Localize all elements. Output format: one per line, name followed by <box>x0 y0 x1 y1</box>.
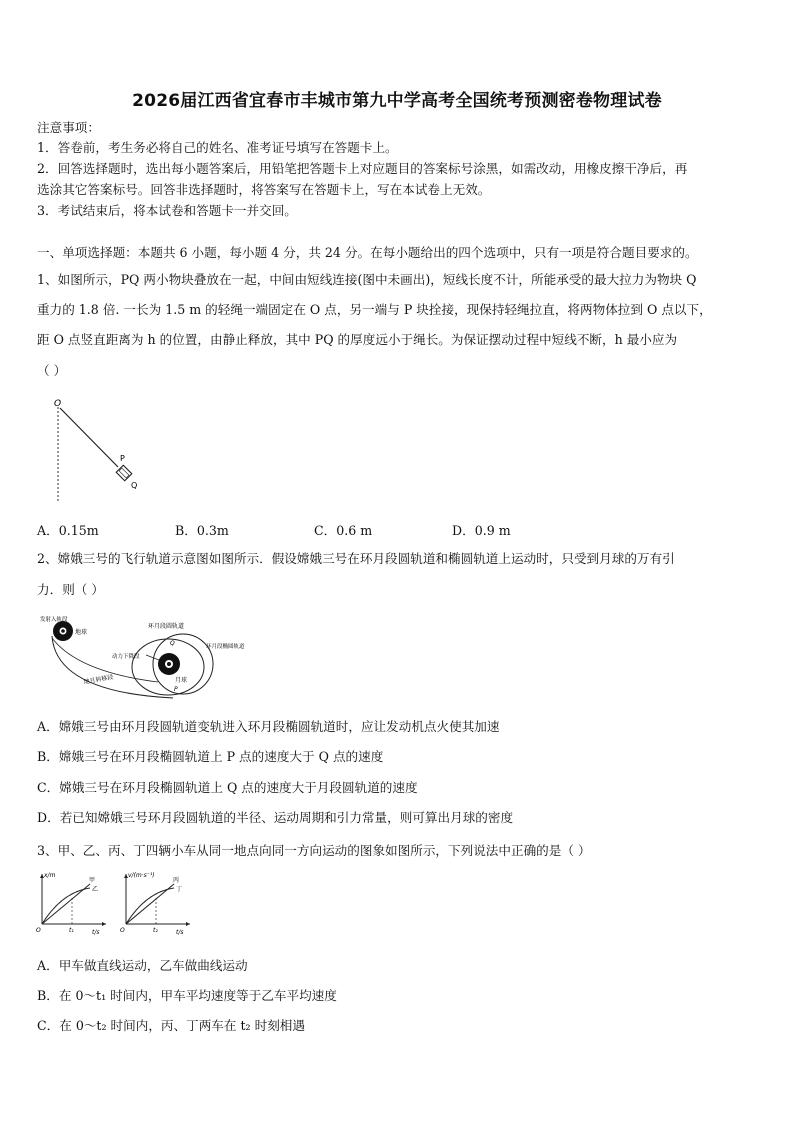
label-circle-orbit: 环月段圆轨道 <box>148 623 185 630</box>
notice-item: 2．回答选择题时，选出每小题答案后，用铅笔把答题卡上对应题目的答案标号涂黑，如需改动，用橡皮擦干净后，再 <box>37 161 688 176</box>
q2-stem-line: 力．则（ ） <box>37 582 104 597</box>
label-earth: 地球 <box>75 629 88 636</box>
q3-option-a: A．甲车做直线运动，乙车做曲线运动 <box>37 958 248 973</box>
label-q: Q <box>170 640 175 647</box>
q3-option-b: B．在 0～t₁ 时间内，甲车平均速度等于乙车平均速度 <box>37 988 337 1003</box>
section-heading: 一、单项选择题：本题共 6 小题，每小题 4 分，共 24 分。在每小题给出的四个选项中，只有一项是符合题目要求的。 <box>37 245 698 260</box>
svg-text:t/s: t/s <box>176 929 184 936</box>
q2-stem-line: 2、嫦娥三号的飞行轨道示意图如图所示．假设嫦娥三号在环月段圆轨道和椭圆轨道上运动时，只受到月球的万有引 <box>37 551 675 566</box>
svg-text:t/s: t/s <box>92 929 100 936</box>
svg-text:丁: 丁 <box>176 886 183 893</box>
svg-text:v/(m·s⁻¹): v/(m·s⁻¹) <box>128 872 155 879</box>
transfer-path <box>52 636 173 698</box>
q3-graph-xt <box>34 868 112 936</box>
notice-heading: 注意事项： <box>37 120 100 135</box>
label-moon: 月球 <box>175 677 188 684</box>
svg-text:丙: 丙 <box>173 877 180 884</box>
q2-orbit-figure <box>38 612 278 704</box>
notice-item: 1．答卷前，考生务必将自己的姓名、准考证号填写在答题卡上。 <box>37 140 398 155</box>
q2-option-b: B．嫦娥三号在环月段椭圆轨道上 P 点的速度大于 Q 点的速度 <box>37 749 384 764</box>
svg-text:O: O <box>36 927 41 934</box>
blocks-pq <box>116 465 132 481</box>
q1-answer-bracket: （ ） <box>37 363 67 378</box>
svg-text:甲: 甲 <box>89 877 96 884</box>
q1-option-c: C．0.6 m <box>314 523 373 538</box>
q1-stem-line: 1、如图所示，PQ 两小物块叠放在一起，中间由短线连接(图中未画出)，短线长度不计，所能承受的最大拉力为物块 Q <box>37 272 697 287</box>
notice-item: 3．考试结束后，将本试卷和答题卡一并交回。 <box>37 203 297 218</box>
pendulum-rope <box>60 408 118 467</box>
label-transfer: 地月转移段 <box>83 673 114 686</box>
q3-graph-vt <box>118 868 196 936</box>
svg-text:x/m: x/m <box>44 872 56 879</box>
label-o: O <box>54 399 62 409</box>
label-launch: 发射入轨段 <box>40 617 68 623</box>
q3-stem-line: 3、甲、乙、丙、丁四辆小车从同一地点向同一方向运动的图象如图所示，下列说法中正确的是（ ） <box>37 843 591 858</box>
label-powered-descent: 动力下降段 <box>112 654 140 660</box>
q2-option-c: C．嫦娥三号在环月段椭圆轨道上 Q 点的速度大于月段圆轨道的速度 <box>37 780 418 795</box>
label-ellipse-orbit: 环月段椭圆轨道 <box>206 644 245 650</box>
label-q: Q <box>131 481 138 490</box>
q1-stem-line: 重力的 1.8 倍. 一长为 1.5 m 的轻绳一端固定在 O 点，另一端与 P 块拴接，现保持轻绳拉直，将两物体拉到 O 点以下， <box>37 302 712 317</box>
svg-text:t₁: t₁ <box>69 927 74 934</box>
q2-option-d: D．若已知嫦娥三号环月段圆轨道的半径、运动周期和引力常量，则可算出月球的密度 <box>37 810 514 825</box>
q1-stem-line: 距 O 点竖直距离为 h 的位置，由静止释放，其中 PQ 的厚度远小于绳长。为保证摆动过程中短线不断，h 最小应为 <box>37 332 678 347</box>
svg-text:乙: 乙 <box>92 886 99 893</box>
q2-option-a: A．嫦娥三号由环月段圆轨道变轨进入环月段椭圆轨道时，应让发动机点火使其加速 <box>37 719 500 734</box>
label-p: P <box>174 686 178 693</box>
label-p: P <box>120 454 125 463</box>
q3-option-c: C．在 0～t₂ 时间内，丙、丁两车在 t₂ 时刻相遇 <box>37 1018 305 1033</box>
q1-option-b: B．0.3m <box>175 523 229 538</box>
notice-item: 选涂其它答案标号。回答非选择题时，将答案写在答题卡上，写在本试卷上无效。 <box>37 182 491 197</box>
svg-text:t₂: t₂ <box>153 927 158 934</box>
svg-text:O: O <box>120 927 125 934</box>
q1-pendulum-figure <box>40 395 160 505</box>
q1-option-a: A．0.15m <box>37 523 99 538</box>
page-title: 2026届江西省宜春市丰城市第九中学高考全国统考预测密卷物理试卷 <box>132 91 662 111</box>
q1-option-d: D．0.9 m <box>452 523 511 538</box>
